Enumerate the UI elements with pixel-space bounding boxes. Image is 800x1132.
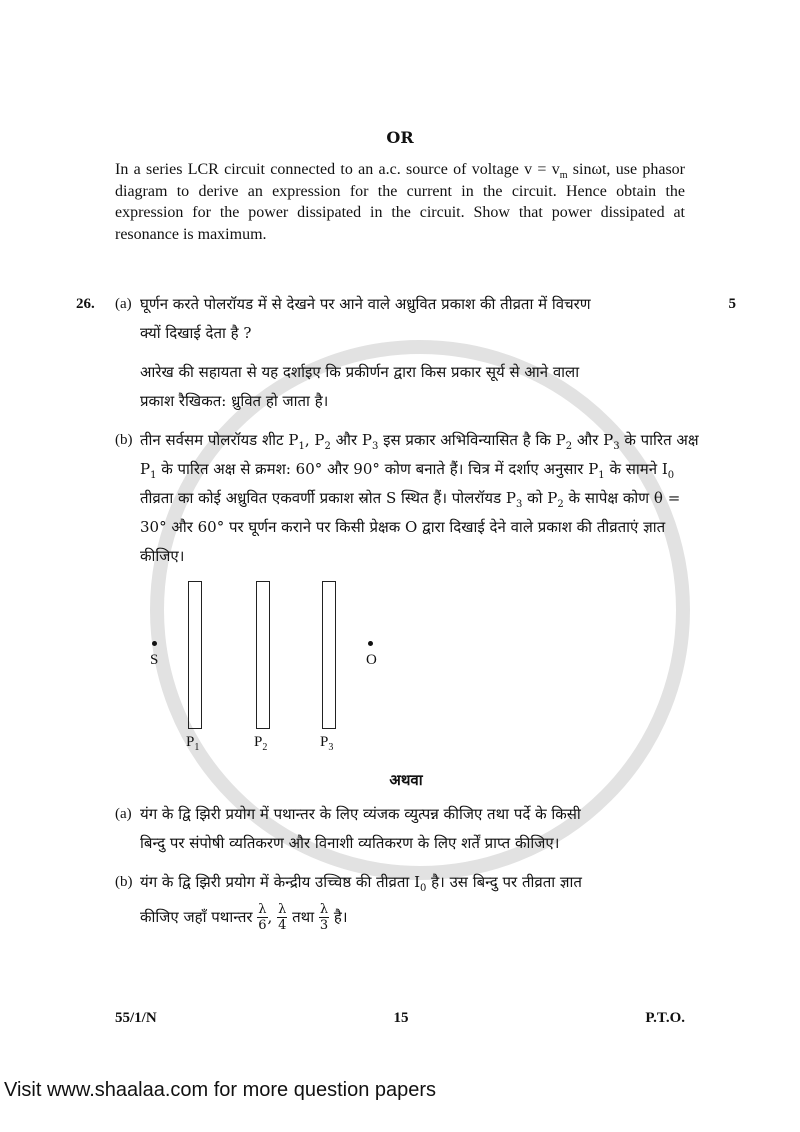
polaroid-p2	[256, 581, 270, 729]
fraction: $\frac{\lambda}{3}$	[319, 902, 329, 934]
alt-b	[76, 868, 736, 937]
p1-label: $P_1$	[186, 733, 200, 753]
fraction: $\frac{\lambda}{4}$	[278, 902, 287, 934]
alt-b-line: कीजिए जहाँ पथान्तर $\frac{\lambda}{6}$ , $\frac{\lambda}{4}$ तथा $\frac{\lambda}{3}$ है।	[140, 902, 348, 934]
polaroid-diagram	[76, 581, 736, 766]
observer-label: O	[366, 651, 377, 668]
alt-b-label: (b)	[115, 873, 133, 890]
question-number: 26.	[76, 295, 95, 312]
part-b-label: (b)	[115, 431, 133, 448]
observer-dot	[368, 641, 373, 646]
polaroid-p3	[322, 581, 336, 729]
page-footer	[115, 980, 685, 1027]
part-a-label: (a)	[115, 295, 132, 312]
alt-a	[76, 800, 736, 858]
q26b	[76, 426, 736, 571]
q26a-line: घूर्णन करते पोलरॉयड में से देखने पर आने वाले अध्रुवित प्रकाश की तीव्रता में विचरण	[140, 294, 591, 313]
source-dot	[152, 641, 157, 646]
source-label: S	[150, 651, 159, 668]
q26b-text: तीन सर्वसम पोलरॉयड शीट $P_1$, $P_2$ और $P_3$ इस प्रकार अभिविन्यासित है कि $P_2$ और $P_3$ के पारित अक्ष $P_1$ के पारित अक्ष से क्रमश: 60° और 90° कोण बनाते हैं। चित्र में दर्शाए अनुसार $P_1$ के सामने $I_0$ तीव्रता का कोई अध्रुवित एकवर्णी प्रकाश स्रोत S स्थित हैं। पोलरॉयड $P_3$ को $P_2$ के सापेक्ष कोण θ = 30° और 60° पर घूर्णन कराने पर किसी प्रेक्षक O द्वारा दिखाई देने वाले प्रकाश की तीव्रताएं ज्ञात कीजिए।	[140, 430, 699, 565]
fraction: $\frac{\lambda}{6}$	[258, 902, 267, 934]
english-question: In a series LCR circuit connected to an a.c. source of voltage $v = v_m$ sinωt, use phasor diagram to derive an expression for the current in the circuit. Hence obtain the expression for the power dissipated in the circuit. Show that power dissipated at resonance is maximum.	[115, 161, 685, 244]
page-number: 15	[393, 1010, 409, 1026]
q26a-line: प्रकाश रैखिकत: ध्रुवित हो जाता है।	[140, 391, 329, 410]
alt-a-line: यंग के द्वि झिरी प्रयोग में पथान्तर के लिए व्यंजक व्युत्पन्न कीजिए तथा पर्दे के किसी	[140, 804, 581, 823]
alt-b-line: यंग के द्वि झिरी प्रयोग में केन्द्रीय उच्चिष्ठ की तीव्रता $I_0$ है। उस बिन्दु पर तीव्रता ज्ञात	[140, 872, 582, 894]
q26a	[76, 290, 736, 416]
alt-a-line: बिन्दु पर संपोषी व्यतिकरण और विनाशी व्यतिकरण के लिए शर्तें प्राप्त कीजिए।	[140, 833, 560, 852]
alt-a-label: (a)	[115, 805, 132, 822]
pto-label: P.T.O.	[645, 1010, 685, 1026]
marks: 5	[728, 295, 736, 312]
p3-label: $P_3$	[320, 733, 334, 753]
promo-banner[interactable]: Visit www.shaalaa.com for more question papers	[4, 1079, 437, 1101]
polaroid-p1	[188, 581, 202, 729]
q26a-line: आरेख की सहायता से यह दर्शाइए कि प्रकीर्णन द्वारा किस प्रकार सूर्य से आने वाला	[140, 362, 580, 381]
or-heading: OR	[386, 128, 414, 147]
p2-label: $P_2$	[254, 733, 268, 753]
athva-heading: अथवा	[389, 770, 423, 789]
paper-code: 55/1/N	[115, 1010, 157, 1026]
q26a-line: क्यों दिखाई देता है ?	[140, 323, 252, 342]
